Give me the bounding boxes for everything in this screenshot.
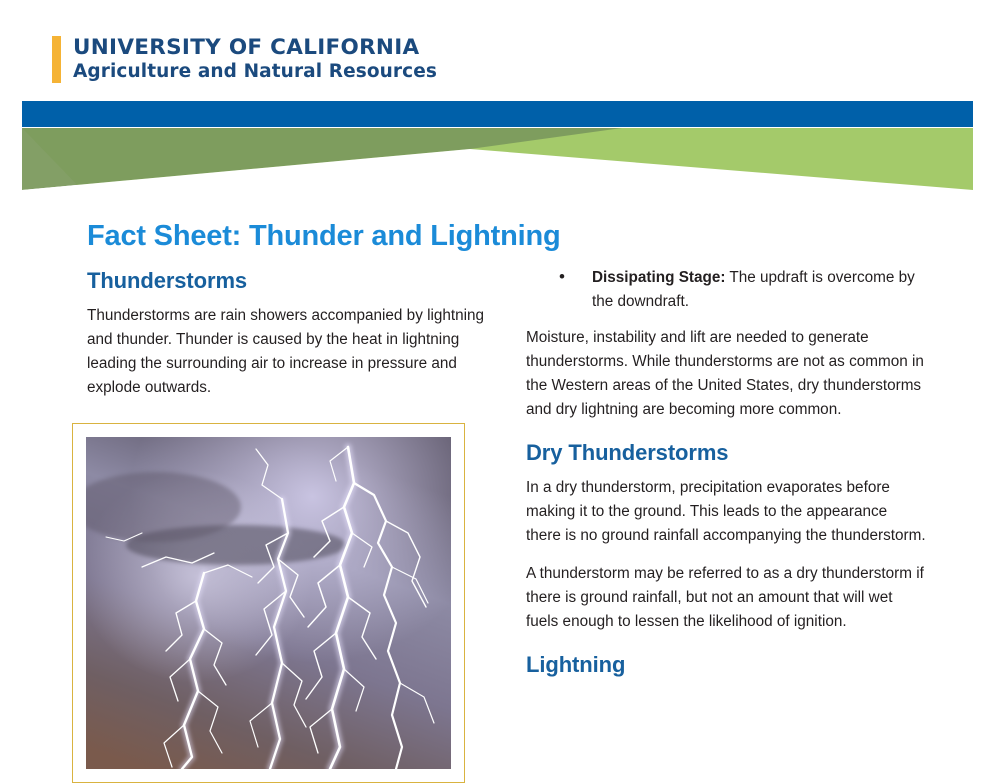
- section-heading-dry-thunderstorms: Dry Thunderstorms: [526, 440, 729, 465]
- section-heading-lightning: Lightning: [526, 652, 626, 678]
- uc-anr-logo: [52, 36, 437, 83]
- lightning-photo: [86, 437, 451, 769]
- paragraph-dry-thunderstorm-definition: In a dry thunderstorm, precipitation evaporates before making it to the ground. This leads to the appearance there is no ground rainfall accompanying the thunderstorm.: [526, 479, 926, 545]
- paragraph-thunderstorms-intro: Thunderstorms are rain showers accompanied by lightning and thunder. Thunder is caused by the heat in lightning leading the surrounding air to increase in pressure and explode outwards.: [87, 307, 485, 397]
- logo-division-name: Agriculture and Natural Resources: [73, 60, 437, 82]
- bullet-text-dissipating-stage: The updraft is overcome by the downdraft.: [592, 269, 915, 310]
- page-title: Fact Sheet: Thunder and Lightning: [87, 220, 561, 253]
- banner-graphic: [22, 101, 973, 190]
- left-column: [87, 268, 491, 400]
- list-item: [559, 266, 926, 314]
- right-column: [526, 266, 926, 689]
- logo-text: [73, 36, 437, 83]
- section-heading-thunderstorms: Thunderstorms: [87, 268, 248, 293]
- thunderstorm-stage-list: [526, 266, 926, 314]
- logo-accent-bar: [52, 36, 61, 83]
- bullet-term-dissipating-stage: Dissipating Stage:: [592, 269, 726, 286]
- banner-blue-bar: [22, 101, 973, 127]
- logo-university-name: UNIVERSITY OF CALIFORNIA: [73, 35, 420, 60]
- paragraph-moisture-instability: Moisture, instability and lift are needed to generate thunderstorms. While thunderstorms are not as common in the Western areas of the United States, dry thunderstorms and dry lightning are becoming more common.: [526, 329, 924, 418]
- paragraph-dry-thunderstorm-rainfall: A thunderstorm may be referred to as a dry thunderstorm if there is ground rainfall, but not an amount that will wet fuels enough to lessen the likelihood of ignition.: [526, 565, 924, 631]
- lightning-photo-frame: [72, 423, 465, 783]
